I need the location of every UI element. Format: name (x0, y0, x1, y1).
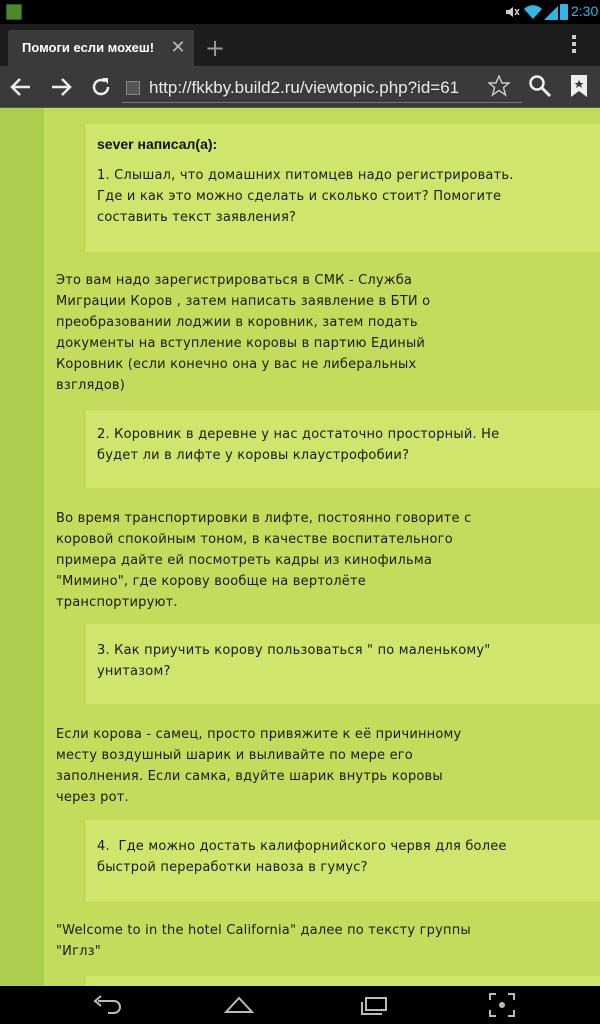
tab-strip (0, 24, 600, 66)
browser-tab[interactable] (8, 30, 194, 66)
system-nav-bar (0, 986, 600, 1024)
back-arrow-icon[interactable] (8, 74, 34, 100)
quote-text: 3. Как приучить корову пользоваться " по маленькому" унитазом? (97, 643, 491, 679)
forward-arrow-icon[interactable] (48, 74, 74, 100)
reply-text: "Welcome to in the hotel California" далее по тексту группы "Иглз" (56, 923, 471, 959)
screenshot-icon[interactable] (488, 992, 516, 1018)
quote-author: sever написал(а): (97, 136, 218, 152)
nav-back-icon[interactable] (90, 992, 124, 1018)
reply-text: Во время транспортировки в лифте, постоянно говорите с коровой спокойным тоном, в качестве воспитательного примера дайте ей посмотреть кадры из кинофильма "Мимино", где корову вообще на вертолёте транспортируют. (56, 511, 472, 610)
status-clock: 2:30 (571, 3, 599, 19)
reply-text: Это вам надо зарегистрироваться в СМК - Служба Миграции Коров , затем написать заявление в БТИ о преобразовании лоджии в коровник, затем подать документы на вступление коровы в партию Единый Коровник (если конечно она у вас не либеральных взглядов) (56, 273, 431, 393)
tab-title: Помоги если мохеш! (22, 40, 155, 55)
quote-block (84, 124, 600, 252)
url-input[interactable] (122, 73, 522, 103)
signal-icon (544, 4, 558, 20)
quote-text: 4. Где можно достать калифорнийского червя для более быстрой переработки навоза в гумус? (97, 839, 507, 875)
wifi-icon (524, 4, 542, 20)
star-icon[interactable] (488, 75, 510, 97)
reply-text: Если корова - самец, просто привяжите к её причинному месту воздушный шарик и выливайте по мере его заполнения. Если самка, вдуйте шарик внутрь коровы через рот. (56, 727, 462, 805)
nav-recents-icon[interactable] (356, 992, 390, 1018)
overflow-menu-icon[interactable] (566, 32, 582, 60)
quote-block (84, 410, 600, 488)
page-content[interactable] (0, 108, 600, 986)
quote-block (84, 976, 600, 986)
mute-icon (504, 4, 520, 20)
url-bar (0, 66, 600, 108)
status-bar (0, 0, 600, 24)
nav-home-icon[interactable] (222, 992, 256, 1018)
app-notification-icon (6, 4, 22, 20)
bookmarks-icon[interactable] (570, 74, 588, 98)
close-tab-icon[interactable]: ✕ (170, 37, 186, 58)
reload-icon[interactable] (88, 74, 114, 100)
favicon-icon (126, 81, 140, 95)
quote-block (84, 624, 600, 704)
plus-icon: + (204, 34, 226, 62)
quote-text: 1. Слышал, что домашних питомцев надо регистрировать. Где и как это можно сделать и сколько стоит? Помогите составить текст заявления? (97, 168, 514, 225)
quote-text: 2. Коровник в деревне у нас достаточно просторный. Не будет ли в лифте у коровы клаустрофобии? (97, 427, 500, 463)
search-icon[interactable] (528, 74, 552, 98)
url-text: http://fkkby.build2.ru/viewtopic.php?id=61 (149, 78, 460, 97)
battery-icon (560, 4, 568, 20)
quote-block (84, 820, 600, 902)
new-tab-button[interactable] (198, 34, 232, 64)
